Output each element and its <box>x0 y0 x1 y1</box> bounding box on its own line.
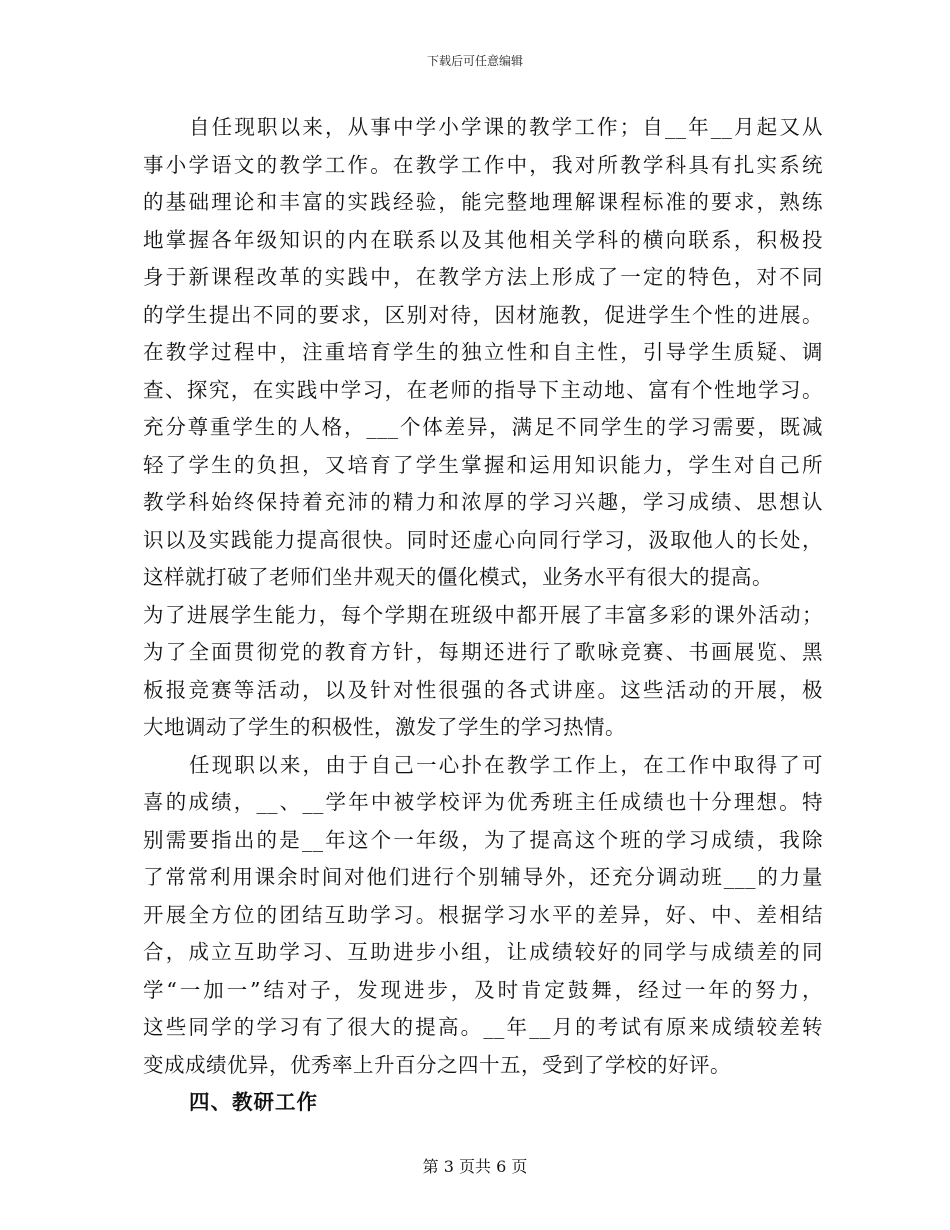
text-line: 身于新课程改革的实践中，在教学方法上形成了一定的特色，对不同 <box>143 265 823 289</box>
text-line: 合，成立互助学习、互助进步小组，让成绩较好的同学与成绩差的同 <box>143 940 823 964</box>
text-line: 别需要指出的是__年这个一年级，为了提高这个班的学习成绩，我除 <box>143 827 823 852</box>
paragraph-achievements <box>143 747 823 1085</box>
page-header: 下载后可任意编辑 <box>426 54 523 68</box>
text-line: 任现职以来，由于自己一心扑在教学工作上，在工作中取得了可 <box>189 752 823 777</box>
text-line: 了常常利用课余时间对他们进行个别辅导外，还充分调动班___的力量 <box>143 865 823 889</box>
text-line: 自任现职以来，从事中学小学课的教学工作；自__年__月起又从 <box>189 115 823 139</box>
text-line: 开展全方位的团结互助学习。根据学习水平的差异，好、中、差相结 <box>143 902 823 927</box>
paragraph-teaching-work <box>143 109 823 747</box>
text-line: 教学科始终保持着充沛的精力和浓厚的学习兴趣，学习成绩、思想认 <box>143 490 823 514</box>
text-line: 喜的成绩，__、__学年中被学校评为优秀班主任成绩也十分理想。特 <box>143 790 823 814</box>
text-line: 地掌握各年级知识的内在联系以及其他相关学科的横向联系，积极投 <box>143 227 823 252</box>
text-line: 变成成绩优异，优秀率上升百分之四十五，受到了学校的好评。 <box>143 1052 731 1077</box>
text-line: 充分尊重学生的人格，___个体差异，满足不同学生的学习需要，既减 <box>143 415 823 439</box>
text-line: 为了全面贯彻党的教育方针，每期还进行了歌咏竞赛、书画展览、黑 <box>143 640 823 664</box>
text-line: 学“一加一”结对子，发现进步，及时肯定鼓舞，经过一年的努力， <box>143 977 823 1002</box>
text-line: 事小学语文的教学工作。在教学工作中，我对所教学科具有扎实系统 <box>143 152 823 177</box>
text-line: 这些同学的学习有了很大的提高。__年__月的考试有原来成绩较差转 <box>143 1015 823 1039</box>
text-line: 为了进展学生能力，每个学期在班级中都开展了丰富多彩的课外活动； <box>143 602 823 627</box>
section-heading: 四、教研工作 <box>189 1090 318 1114</box>
document-body <box>143 109 823 1122</box>
text-line: 在教学过程中，注重培育学生的独立性和自主性，引导学生质疑、调 <box>143 340 823 364</box>
text-line: 轻了学生的负担，又培育了学生掌握和运用知识能力，学生对自己所 <box>143 452 823 477</box>
page-number: 第 3 页共 6 页 <box>422 1157 528 1176</box>
text-line: 识以及实践能力提高很快。同时还虚心向同行学习，汲取他人的长处， <box>143 527 823 552</box>
text-line: 的基础理论和丰富的实践经验，能完整地理解课程标准的要求，熟练 <box>143 190 823 214</box>
text-line: 板报竞赛等活动，以及针对性很强的各式讲座。这些活动的开展，极 <box>143 677 823 702</box>
text-line: 这样就打破了老师们坐井观天的僵化模式，业务水平有很大的提高。 <box>143 565 773 589</box>
text-line: 查、探究，在实践中学习，在老师的指导下主动地、富有个性地学习。 <box>143 377 823 402</box>
text-line: 的学生提出不同的要求，区别对待，因材施教，促进学生个性的进展。 <box>143 302 823 327</box>
text-line: 大地调动了学生的积极性，激发了学生的学习热情。 <box>143 715 626 739</box>
